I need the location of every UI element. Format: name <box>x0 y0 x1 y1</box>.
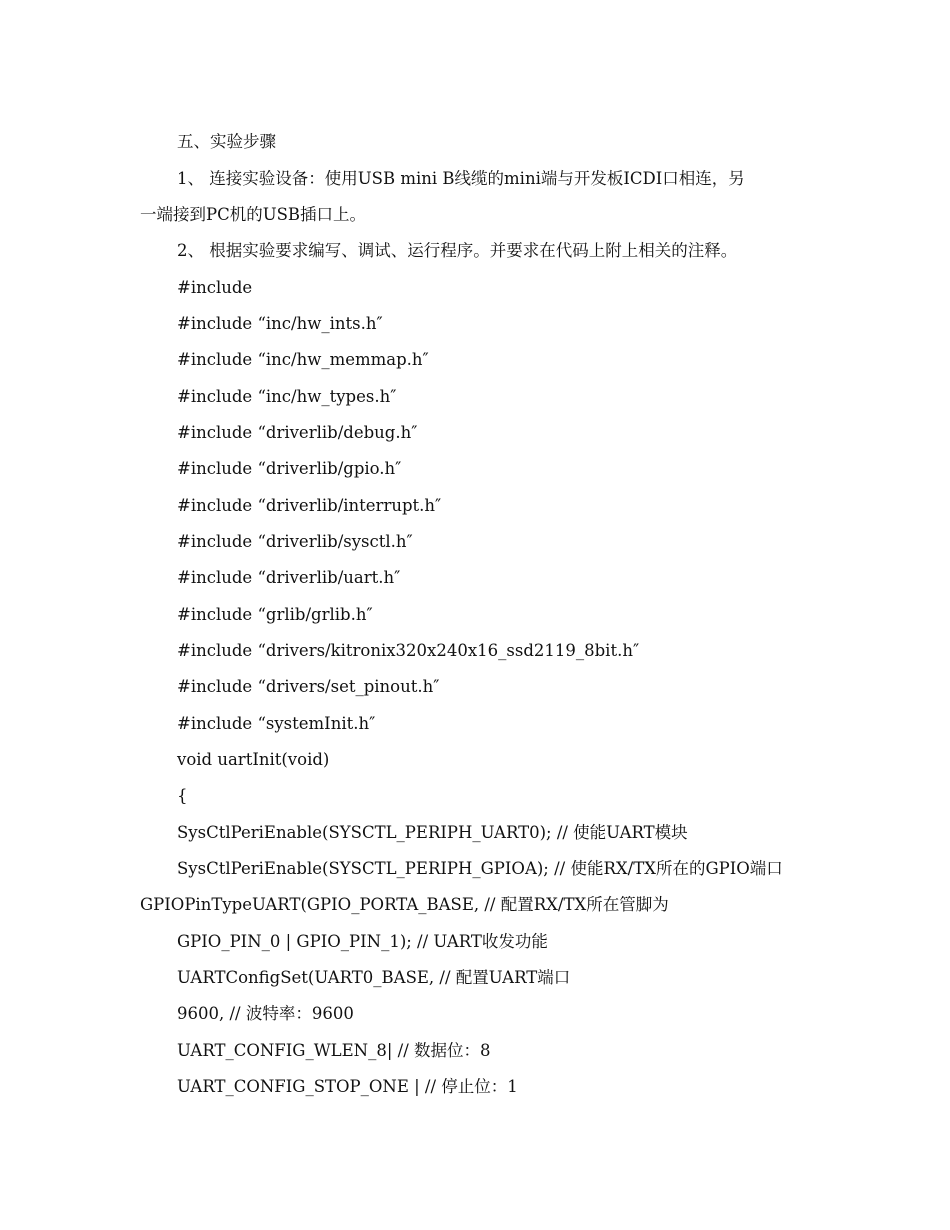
code-line: void uartInit(void) <box>177 750 330 769</box>
code-line: #include “driverlib/gpio.h″ <box>177 459 402 478</box>
code-line: #include “driverlib/interrupt.h″ <box>177 496 442 515</box>
code-line: 9600, // 波特率：9600 <box>177 1004 354 1023</box>
section-heading: 五、实验步骤 <box>177 132 276 151</box>
code-line: SysCtlPeriEnable(SYSCTL_PERIPH_GPIOA); // 使能RX/TX所在的GPIO端口 <box>177 859 783 878</box>
code-line: GPIO_PIN_0 | GPIO_PIN_1); // UART收发功能 <box>177 932 548 951</box>
code-line: { <box>177 786 188 805</box>
code-line: #include “inc/hw_types.h″ <box>177 387 397 406</box>
step-1-text: 1、 连接实验设备：使用USB mini B线缆的mini端与开发板ICDI口相连，另 <box>177 169 745 188</box>
code-line: #include “systemInit.h″ <box>177 714 376 733</box>
step-1-text-continued: 一端接到PC机的USB插口上。 <box>140 205 367 224</box>
step-2-text: 2、 根据实验要求编写、调试、运行程序。并要求在代码上附上相关的注释。 <box>177 241 738 260</box>
code-line: #include “drivers/set_pinout.h″ <box>177 677 440 696</box>
code-line: GPIOPinTypeUART(GPIO_PORTA_BASE, // 配置RX/TX所在管脚为 <box>140 895 669 914</box>
code-line: #include “driverlib/sysctl.h″ <box>177 532 413 551</box>
code-line: #include <box>177 278 253 297</box>
code-line: UARTConfigSet(UART0_BASE, // 配置UART端口 <box>177 968 571 987</box>
code-line: SysCtlPeriEnable(SYSCTL_PERIPH_UART0); // 使能UART模块 <box>177 823 688 842</box>
code-line: #include “driverlib/debug.h″ <box>177 423 418 442</box>
code-line: UART_CONFIG_WLEN_8| // 数据位：8 <box>177 1041 491 1060</box>
code-line: #include “driverlib/uart.h″ <box>177 568 401 587</box>
code-line: #include “drivers/kitronix320x240x16_ssd2119_8bit.h″ <box>177 641 640 660</box>
code-line: #include “grlib/grlib.h″ <box>177 605 373 624</box>
code-line: #include “inc/hw_memmap.h″ <box>177 350 429 369</box>
code-line: UART_CONFIG_STOP_ONE | // 停止位：1 <box>177 1077 518 1096</box>
code-line: #include “inc/hw_ints.h″ <box>177 314 383 333</box>
